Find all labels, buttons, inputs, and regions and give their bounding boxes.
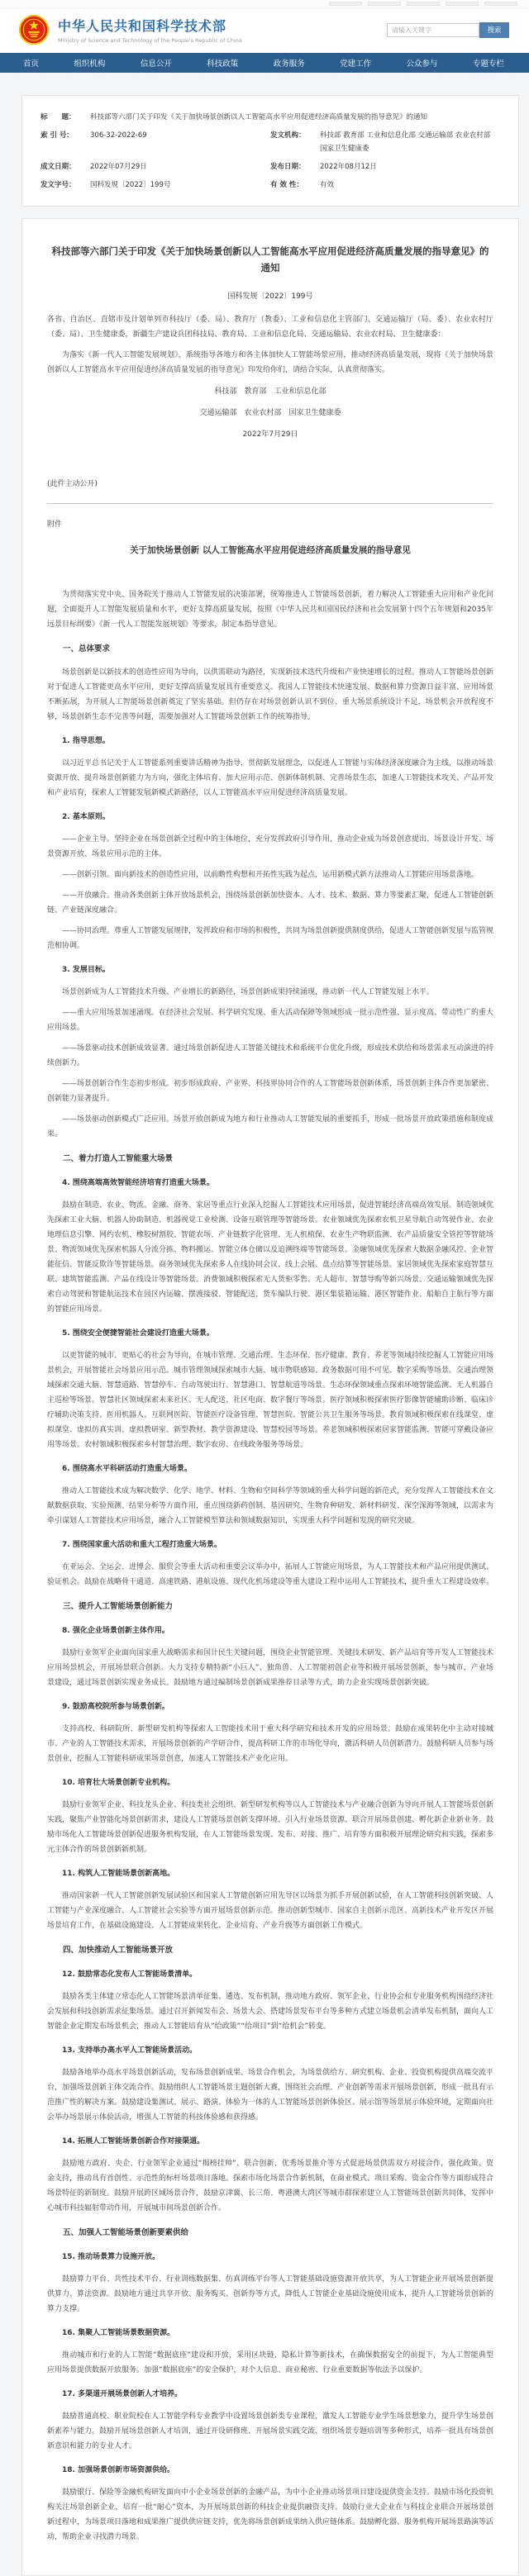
meta-cell xyxy=(41,179,270,192)
meta-value: 2022年07月29日 xyxy=(90,162,147,171)
doc-block-p: 鼓励银行、保险等金融机构研发面向中小企业场景创新的金融产品，为中小企业推动场景项目建设提供资金支持。鼓励市场化投资机构关注场景创新企业，培育一批“耐心”资本，为开展场景创新的科技企业提供融资支持。鼓励行业大企业在与科技企业联合开展场景创新过程中，为场景项目落地和成果推广提供供应链支持，优先将场景创新成果纳入供应链体系。鼓励孵化器、服务机构开展场景路演等活动，帮助企业寻找潜力场景。 xyxy=(47,2488,494,2542)
meta-label: 成文日期： xyxy=(41,162,76,171)
doc-block-h3: 14. 拓展人工智能场景创新合作对接渠道。 xyxy=(62,2137,205,2146)
document-title: 科技部等六部门关于印发《关于加快场景创新以人工智能高水平应用促进经济高质量发展的指导意见》的通知 xyxy=(51,245,489,274)
doc-block-h2: 四、加快推动人工智能场景开放 xyxy=(63,1946,174,1956)
doc-block-h3: 17. 多渠道开展场景创新人才培养。 xyxy=(62,2390,183,2399)
doc-block-p: 场景创新成为人工智能技术升级、产业增长的新路径，场景创新成果持续涌现，推动新一代人工智能发展上水平。 xyxy=(62,988,435,997)
doc-block-p: 场景创新是以新技术的创造性应用为导向，以供需联动为路径，实现新技术迭代升级和产业快速增长的过程。推动人工智能场景创新对于促进人工智能更高水平应用，更好支撑高质量发展具有重要意义。我国人工智能技术快速发展、数据和算力资源日益丰富、应用场景不断拓展，为开展人工智能场景创新奠定了坚实基础。但仍存在对场景创新认识不到位、重大场景系统设计不足，场景机会开放程度不够，场景创新生态不完善等问题，需要加强对人工智能场景创新工作的统筹指导。 xyxy=(47,668,494,722)
meta-row xyxy=(41,161,500,173)
doc-block-h3: 12. 鼓励常态化发布人工智能场景清单。 xyxy=(62,1970,198,1980)
doc-block-p: 为落实《新一代人工智能发展规划》，系统指导各地方和各主体加快人工智能场景应用，推动经济高质量发展，现将《关于加快场景创新以人工智能高水平应用促进经济高质量发展的指导意见》印发给你们，请结合实际，认真贯彻落实。 xyxy=(47,350,493,374)
doc-block-p: 鼓励地方政府、央企、行业领军企业通过“揭榜挂帅”、联合创新、优秀场景推介等方式促进场景供需双方对接合作，强化政策、资金支持，推动具有首创性、示范性的标杆场景项目落地。探索市场化场景合作新机制，在商业模式、项目采购、资金合作等方面形成符合场景特征的新制度。鼓励开展跨区域场景合作，鼓励京津冀、长三角、粤港澳大湾区等城市群探索建立人工智能场景创新共同体，发挥中心城市科技辐射带动作用，开展城市间场景创新合作。 xyxy=(47,2160,494,2213)
top-utility-item xyxy=(368,2,401,6)
national-emblem-logo xyxy=(18,14,50,45)
doc-block-h3: 3. 发展目标。 xyxy=(62,966,110,975)
doc-block-attach-title: 关于加快场景创新 以人工智能高水平应用促进经济高质量发展的指导意见 xyxy=(130,544,411,555)
doc-block-p: ——场景驱动技术创新成效显著。通过场景创新促进人工智能关键技术和系统平台优化升级，形成技术供给和场景需求互动演进的持续创新力。 xyxy=(47,1044,494,1068)
doc-block-center: 交通运输部 农业农村部 国家卫生健康委 xyxy=(199,408,341,417)
doc-block-h3: 1. 指导思想。 xyxy=(62,737,110,746)
doc-block-h3: 13. 支持举办高水平人工智能场景活动。 xyxy=(62,2046,198,2056)
nav-item-1[interactable]: 组织机构 xyxy=(74,59,106,69)
meta-label: 发文机构： xyxy=(270,131,306,140)
doc-block-h3: 15. 推动场景算力设施开放。 xyxy=(62,2253,160,2262)
meta-cell xyxy=(270,130,500,155)
top-utility-bar xyxy=(0,0,529,8)
search-input[interactable] xyxy=(387,23,479,37)
doc-block-h3: 8. 强化企业场景创新主体作用。 xyxy=(62,1627,169,1636)
doc-block-h2: 五、加强人工智能场景创新要素供给 xyxy=(63,2228,189,2238)
site-title-block xyxy=(58,16,242,44)
doc-block-h3: 4. 围绕高端高效智能经济培育打造重大场景。 xyxy=(62,1179,214,1188)
meta-row xyxy=(41,179,500,192)
doc-block-p: ——协同治理。尊重人工智能发展规律，发挥政府和市场的积极性，共同为场景创新提供制度供给，促进人工智能创新发展与监管规范相协调。 xyxy=(47,927,494,951)
meta-title-value: 科技部等六部门关于印发《关于加快场景创新以人工智能高水平应用促进经济高质量发展的指导意见》的通知 xyxy=(90,113,428,121)
main-nav xyxy=(0,53,529,73)
nav-item-3[interactable]: 科技政策 xyxy=(207,59,239,69)
meta-row xyxy=(41,130,500,155)
doc-block-h3: 10. 培育壮大场景创新专业机构。 xyxy=(62,1779,175,1788)
search-button[interactable]: 搜索 xyxy=(479,22,509,38)
doc-block-p: 以更智能的城市、更贴心的社会为导向，在城市管理、交通治理、生态环保、医疗健康、教育、养老等领域持续挖掘人工智能应用场景机会，开展智能社会场景应用示范。城市管理领域探索城市大脑、城市物联感知、政务数据可用不可见、数字采购等场景。交通治理领域探索交通大脑、智慧道路、智慧停车、自动驾驶出行、智慧港口、智慧航道等场景。生态环保领域重点探索环境智能监测、无人机器自主巡检等场景。智慧社区领域探索未来社区、无人配送、社区电商、数字餐厅等场景。医疗领域积极探索医疗影像智能辅助诊断、临床诊疗辅助决策支持、医用机器人、互联网医院、智能医疗设备管理、智慧医院、智能公共卫生服务等场景。教育领域积极探索在线课堂、虚拟课堂、虚拟仿真实训、虚拟教研室、新型教材、教学资源建设、智慧校园等场景。养老领域积极探索居家智能监测、智能可穿戴设备应用等场景。农村领域积极探索乡村智慧治理、数字农房、在线政务服务等场景。 xyxy=(47,1352,494,1450)
meta-title-row xyxy=(41,112,500,124)
nav-item-0[interactable]: 首页 xyxy=(23,59,40,69)
document-number: 国科发规〔2022〕199号 xyxy=(227,292,313,301)
doc-block-p: 鼓励行业领军企业、科技龙头企业、科技类社会组织、新型研发机构等以人工智能技术与产业融合创新为导向开展人工智能场景创新实践，聚焦产业智能化场景创新需求，建设人工智能场景创新支撑环境、引入行业场景资源、联合开展场景创建、孵化新企业新业务。鼓励市场化人工智能场景创新促进服务机构发展，在人工智能场景发现、发布、对接、推广、培育等方面积极开展理论研究和实践，探索多元主体合作的场景创新新机制。 xyxy=(47,1801,494,1855)
doc-block-h2: 二、着力打造人工智能重大场景 xyxy=(63,1154,174,1164)
meta-value: 2022年08月12日 xyxy=(320,162,377,171)
search-bar xyxy=(387,22,509,38)
meta-value: 国科发规〔2022〕199号 xyxy=(90,181,171,190)
doc-block-p: ——创新引领。面向新技术的创造性应用，以前瞻性构想和开拓性实践为起点，运用新模式新方法推动人工智能应用场景落地。 xyxy=(62,871,479,880)
site-header xyxy=(0,8,529,53)
doc-block-p: ——开放融合。推动各类创新主体开放场景机会，围绕场景创新加快资本、人才、技术、数据、算力等要素汇聚，促进人工智能创新链、产业链深度融合。 xyxy=(47,891,494,915)
site-title: 中华人民共和国科学技术部 xyxy=(58,18,227,34)
doc-block-h3: 7. 围绕国家重大活动和重大工程打造重大场景。 xyxy=(62,1541,222,1550)
doc-block-h2: 三、提升人工智能场景创新能力 xyxy=(63,1602,174,1612)
doc-block-p: 推动城市和行业的人工智能“数据底座”建设和开放，采用区块链、隐私计算等新技术，在确保数据安全的前提下，为人工智能典型应用场景提供数据开放服务。加强“数据底座”的安全保护，对个人信息、商业秘密、行业重要数据等依法予以保护。 xyxy=(47,2351,493,2375)
doc-block-divider xyxy=(47,503,493,504)
meta-label: 发文字号： xyxy=(41,181,76,190)
doc-block-addressee: 各省、自治区、直辖市及计划单列市科技厅（委、局）、教育厅（教委）、工业和信息化主管部门、交通运输厅（局、委）、农业农村厅（委、局）、卫生健康委，新疆生产建设兵团科技局、教育局、工业和信息化局、交通运输局、农业农村局、卫生健康委： xyxy=(47,315,493,339)
doc-block-attach-label: 附件 xyxy=(47,520,63,529)
doc-block-center: 2022年7月29日 xyxy=(242,430,298,439)
doc-block-p: 支持高校、科研院所、新型研发机构等探索人工智能技术用于重大科学研究和技术开发的应用场景。鼓励在成果转化中主动对接城市、产业的人工智能技术需求，开展场景创新的产学研合作，提高科研工作的市场化导向，激活科研人员创新潜力。鼓励科研人员参与场景创业，挖掘人工智能科研成果场景创意，加速人工智能技术产业化应用。 xyxy=(47,1725,494,1764)
doc-block-p: 鼓励普通高校、职业院校在人工智能学科专业教学中设置场景创新类专业课程，激发人工智能专业学生场景想象力，提升学生场景创新素养与能力。鼓励开展场景创新人才培训，通过开设研修班、开展场景实践交流、组织场景专题培训等多种形式，培养一批具有场景创新意识和能力的专业人才。 xyxy=(47,2412,494,2451)
doc-block-p: 为贯彻落实党中央、国务院关于推动人工智能发展的决策部署，统筹推进人工智能场景创新，着力解决人工智能重大应用和产业化问题，全面提升人工智能发展质量和水平，更好支撑高质量发展，按照《中华人民共和国国民经济和社会发展第十四个五年规划和2035年远景目标纲要》《新一代人工智能发展规划》等要求，制定本指导意见。 xyxy=(47,591,494,630)
site-subtitle: Ministry of Science and Technology of the People's Republic of China xyxy=(58,37,242,44)
nav-item-7[interactable]: 专题专栏 xyxy=(472,59,504,69)
meta-rows xyxy=(41,130,500,192)
top-utility-item xyxy=(329,2,362,6)
top-utility-item xyxy=(446,2,479,6)
doc-block-note: (此件主动公开) xyxy=(47,479,98,488)
meta-label: 有 效 性： xyxy=(270,181,303,190)
top-utility-item xyxy=(407,2,440,6)
doc-block-p: 推动人工智能技术成为解决数学、化学、地学、材料、生物和空间科学等领域的重大科学问题的新范式，充分发挥人工智能技术在文献数据获取、实验预测、结果分析等方面作用，重点围绕新药创制、基因研究、生物育种研发、新材料研发、深空深海等领域，以需求为牵引谋划人工智能技术应用场景，融合人工智能模型算法和领域数据知识，实现重大科学问题和发现的研究突破。 xyxy=(47,1487,494,1526)
doc-block-h3: 2. 基本原则。 xyxy=(62,813,110,822)
doc-block-h3: 11. 构筑人工智能场景创新高地。 xyxy=(62,1870,175,1879)
nav-item-4[interactable]: 政务服务 xyxy=(273,59,305,69)
top-utility-item xyxy=(484,2,517,6)
doc-block-p: ——场景驱动创新模式广泛应用。场景开放创新成为地方和行业推动人工智能发展的重要抓手，形成一批场景开放政策措施和制度成果。 xyxy=(47,1115,494,1139)
doc-block-p: 鼓励各类主体建立常态化人工智能场景清单征集、遴选、发布机制，推动地方政府、领军企业、行业协会和专业服务机构围绕经济社会发展和科技创新需求征集场景。通过召开新闻发布会、场景大会、搭建场景发布平台等多种方式建立场景机会清单发布机制，面向人工智能企业定期发布场景机会，推动人工智能培育从“给政策”“给项目”到“给机会”转变。 xyxy=(47,1993,494,2032)
nav-item-2[interactable]: 信息公开 xyxy=(140,59,172,69)
meta-cell xyxy=(270,161,500,173)
nav-item-6[interactable]: 公众参与 xyxy=(406,59,438,69)
document-meta-card xyxy=(21,95,519,207)
meta-cell xyxy=(41,130,270,155)
doc-block-p: ——场景创新合作生态初步形成。初步形成政府、产业界、科技界协同合作的人工智能场景创新体系，场景创新主体合作更加紧密、创新能力显著提升。 xyxy=(47,1080,494,1104)
doc-block-h2: 一、总体要求 xyxy=(63,644,111,654)
doc-block-p: 在亚运会、全运会、进博会、服贸会等重大活动和重要会议举办中，拓展人工智能应用场景，为人工智能技术和产品应用提供测试、验证机会。鼓励在战略骨干通道、高速铁路、港航设施、现代化机场建设等重大建设工程中运用人工智能技术，提升重大工程建设效率。 xyxy=(47,1563,494,1587)
meta-label: 索 引 号： xyxy=(41,131,74,140)
document-card xyxy=(21,218,519,2576)
meta-cell xyxy=(41,161,270,173)
document-body xyxy=(47,312,493,2545)
doc-block-h3: 16. 集聚人工智能场景数据资源。 xyxy=(62,2329,175,2338)
doc-block-h3: 5. 围绕安全便捷智能社会建设打造重大场景。 xyxy=(62,1329,214,1338)
meta-title-label: 标 题： xyxy=(41,113,76,121)
doc-block-p: 鼓励行业领军企业面向国家重大战略需求和国计民生关键问题，围绕企业智能管理、关键技术研发、新产品培育等开发人工智能技术应用场景机会，开展场景联合创新。大力支持专精特新“小巨人”、独角兽、人工智能初创企业等积极开展场景创新，参与城市、产业场景建设，通过场景创新实现业务成长。鼓励地方通过编制场景创新成果推荐目录等方式，助力企业实现场景创新突破。 xyxy=(47,1649,494,1688)
meta-value: 有效 xyxy=(320,181,335,190)
doc-block-p: 推动国家新一代人工智能创新发展试验区和国家人工智能创新应用先导区以场景为抓手开展创新试验，在人工智能科技创新突破、人工智能与产业深度融合、人工智能社会实验等方面开展场景创新示范。推动创新型城市、国家自主创新示范区、高新技术产业开发区开展场景培育工作，在基础设施建设、人工智能成果转化、企业培育、产业升级等方面创新工作模式。 xyxy=(47,1892,494,1931)
meta-label: 发布日期： xyxy=(270,162,306,171)
doc-block-p: ——重大应用场景加速涌现。在经济社会发展、科学研究发现、重大活动保障等领域形成一批示范性强、显示度高、带动性广的重大应用场景。 xyxy=(47,1009,494,1033)
meta-cell xyxy=(270,179,500,192)
doc-block-p: 鼓励各地举办高水平场景创新活动，发布场景创新成果、场景合作机会，为场景供给方、研究机构、企业、投资机构提供高端交流平台，加强场景创新主体交流合作。鼓励组织人工智能场景主题创新大赛，围绕社会治理、产业创新等需求开展场景创新，形成一批具有示范推广性的解决方案。鼓励建设集测试、展示、路演、体验为一体的人工智能场景创新体验区、展示馆等场景展示体验环境，定期面向社会举办场景展示体验活动，增强人工智能的科技体验感和获得感。 xyxy=(47,2069,494,2122)
doc-block-p: 以习近平总书记关于人工智能系列重要讲话精神为指导，贯彻新发展理念，以促进人工智能与实体经济深度融合为主线，以推动场景资源开放、提升场景创新能力为方向，强化主体培育、加大应用示范、创新体制机制、完善场景生态，加速人工智能技术攻关、产品开发和产业培育，探索人工智能发展新模式新路径，以人工智能高水平应用促进经济高质量发展。 xyxy=(47,759,494,798)
doc-block-center: 科技部 教育部 工业和信息化部 xyxy=(214,387,326,396)
doc-block-p: 鼓励算力平台、共性技术平台、行业训练数据集、仿真训练平台等人工智能基础设施资源开放共享，为人工智能企业开展场景创新提供算力、算法资源。鼓励地方通过共享开放、服务购买、创新券等方式，降低人工智能企业基础设施使用成本，提升人工智能场景创新的算力支撑。 xyxy=(47,2275,494,2314)
doc-block-h3: 9. 鼓励高校院所参与场景创新。 xyxy=(62,1703,169,1712)
doc-block-p: 鼓励在制造、农业、物流、金融、商务、家居等重点行业深入挖掘人工智能技术应用场景，促进智能经济高端高效发展。制造领域优先探索工业大脑、机器人协助制造、机器视觉工业检测、设备互联管理等智能场景。农业领域优先探索农机卫星导航自动驾驶作业、农业地理信息引擎、网约农机、橡胶树割胶、智能农场、产业链数字化管理、无人机植保、农业生产物联监测、农产品质量安全管控等智能场景。物流领域优先探索机器人分流分拣、物料搬运、智能立体仓储以及追溯终端等智能场景。金融领域优先探索大数据金融风控、企业智能征信、智能反欺诈等智能场景。商务领域优先探索多人在线协同会议、线上会展、盘点结算等智能场景。家居领域优先探索家庭智慧互联、建筑智能监测、产品在线设计等智能场景。消费领域积极探索无人货柜零售、无人超市、智慧导购等新兴场景。交通运输领域优先探索自动驾驶和智能航运技术在园区内运输、摆渡接驳、智能配送、货车编队行驶、港区集装箱运输、港区智能作业、船舶自主航行等方面的智能应用场景。 xyxy=(47,1201,494,1314)
doc-block-h3: 18. 加强场景创新市场资源供给。 xyxy=(62,2466,175,2475)
nav-item-5[interactable]: 党建工作 xyxy=(340,59,372,69)
doc-block-p: ——企业主导。坚持企业在场景创新全过程中的主体地位，充分发挥政府引导作用，推动企业成为场景创意提出、场景设计开发、场景资源开放、场景应用示范的主体。 xyxy=(47,835,494,859)
meta-value: 306-32-2022-69 xyxy=(90,131,147,140)
meta-value: 科技部 教育部 工业和信息化部 交通运输部 农业农村部 国家卫生健康委 xyxy=(320,131,491,153)
doc-block-h3: 6. 围绕高水平科研活动打造重大场景。 xyxy=(62,1465,192,1474)
